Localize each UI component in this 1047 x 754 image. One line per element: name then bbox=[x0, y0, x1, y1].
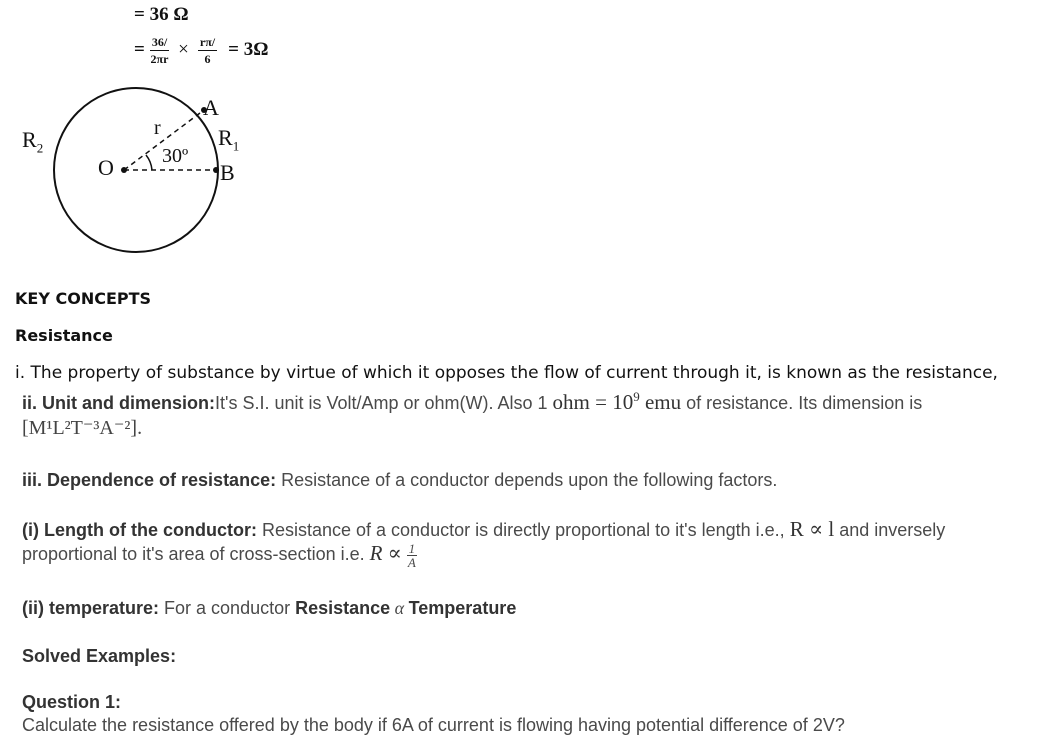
question-1-text: Calculate the resistance offered by the body if 6A of current is flowing having potential difference of 2V? bbox=[22, 715, 845, 735]
temperature-bold: Temperature bbox=[408, 598, 517, 618]
area-text: proportional to it's area of cross-section i.e. bbox=[22, 544, 370, 564]
times-sign: × bbox=[178, 39, 189, 60]
fraction-1-denominator: 2πr bbox=[150, 51, 169, 66]
fraction-1-numerator: 36/ bbox=[151, 34, 168, 49]
label-b: B bbox=[220, 160, 235, 185]
r-prop-math: R ∝ bbox=[369, 541, 402, 565]
r-prop-l-math: R ∝ l bbox=[789, 517, 835, 541]
temperature-label: (ii) temperature: bbox=[22, 598, 160, 618]
question-1-heading: Question 1: bbox=[22, 692, 122, 712]
fraction-2-denominator: 6 bbox=[204, 51, 211, 66]
alpha-symbol: α bbox=[390, 598, 409, 618]
definition-paragraph: i. The property of substance by virtue of which it opposes the flow of current through it, is known as the resistance, bbox=[15, 363, 998, 383]
dependence-text: Resistance of a conductor depends upon the following factors. bbox=[276, 470, 778, 490]
resistance-bold: Resistance bbox=[295, 598, 391, 618]
fraction-2-numerator: rπ/ bbox=[199, 34, 216, 49]
dependence-label: iii. Dependence of resistance: bbox=[22, 470, 277, 490]
resistance-heading: Resistance bbox=[15, 326, 113, 345]
label-r1: $R_1$ bbox=[218, 125, 240, 154]
center-point bbox=[121, 167, 127, 173]
fraction-1 bbox=[150, 36, 169, 65]
unit-dimension-label: ii. Unit and dimension: bbox=[22, 393, 215, 413]
formula-result: = 3Ω bbox=[228, 39, 269, 60]
dimension-formula: [M¹L²T⁻³A⁻²]. bbox=[22, 417, 143, 439]
ohm-emu-math: ohm = $10^9$ emu bbox=[552, 389, 682, 414]
dependence-paragraph bbox=[22, 470, 777, 491]
solved-examples-heading: Solved Examples: bbox=[22, 646, 177, 666]
one-over-a-fraction: $\frac{1}{A}$ bbox=[407, 540, 416, 570]
equals-sign: = bbox=[134, 39, 145, 60]
length-text: Resistance of a conductor is directly proportional to it's length i.e., bbox=[256, 520, 790, 540]
angle-arc bbox=[146, 155, 152, 170]
formula-line-1: = 36 Ω bbox=[134, 4, 189, 25]
formula-line-2 bbox=[134, 31, 268, 69]
unit-dimension-paragraph bbox=[22, 389, 922, 415]
label-r: r bbox=[154, 117, 161, 139]
length-paragraph bbox=[22, 517, 945, 542]
length-label: (i) Length of the conductor: bbox=[22, 520, 257, 540]
unit-text: It's S.I. unit is Volt/Amp or ohm(W). Also 1 bbox=[215, 393, 553, 413]
temperature-paragraph bbox=[22, 598, 516, 619]
label-angle: 30º bbox=[162, 145, 189, 167]
point-b bbox=[213, 167, 219, 173]
label-r2: $R_2$ bbox=[22, 127, 44, 156]
key-concepts-heading: KEY CONCEPTS bbox=[15, 289, 152, 308]
unit-tail-text: of resistance. Its dimension is bbox=[681, 393, 923, 413]
length-tail: and inversely bbox=[834, 520, 946, 540]
circle-diagram bbox=[0, 75, 410, 265]
label-o: O bbox=[98, 155, 114, 180]
fraction-2 bbox=[198, 36, 217, 65]
label-a: A bbox=[203, 95, 219, 120]
temperature-text: For a conductor bbox=[159, 598, 296, 618]
area-paragraph bbox=[22, 541, 418, 569]
